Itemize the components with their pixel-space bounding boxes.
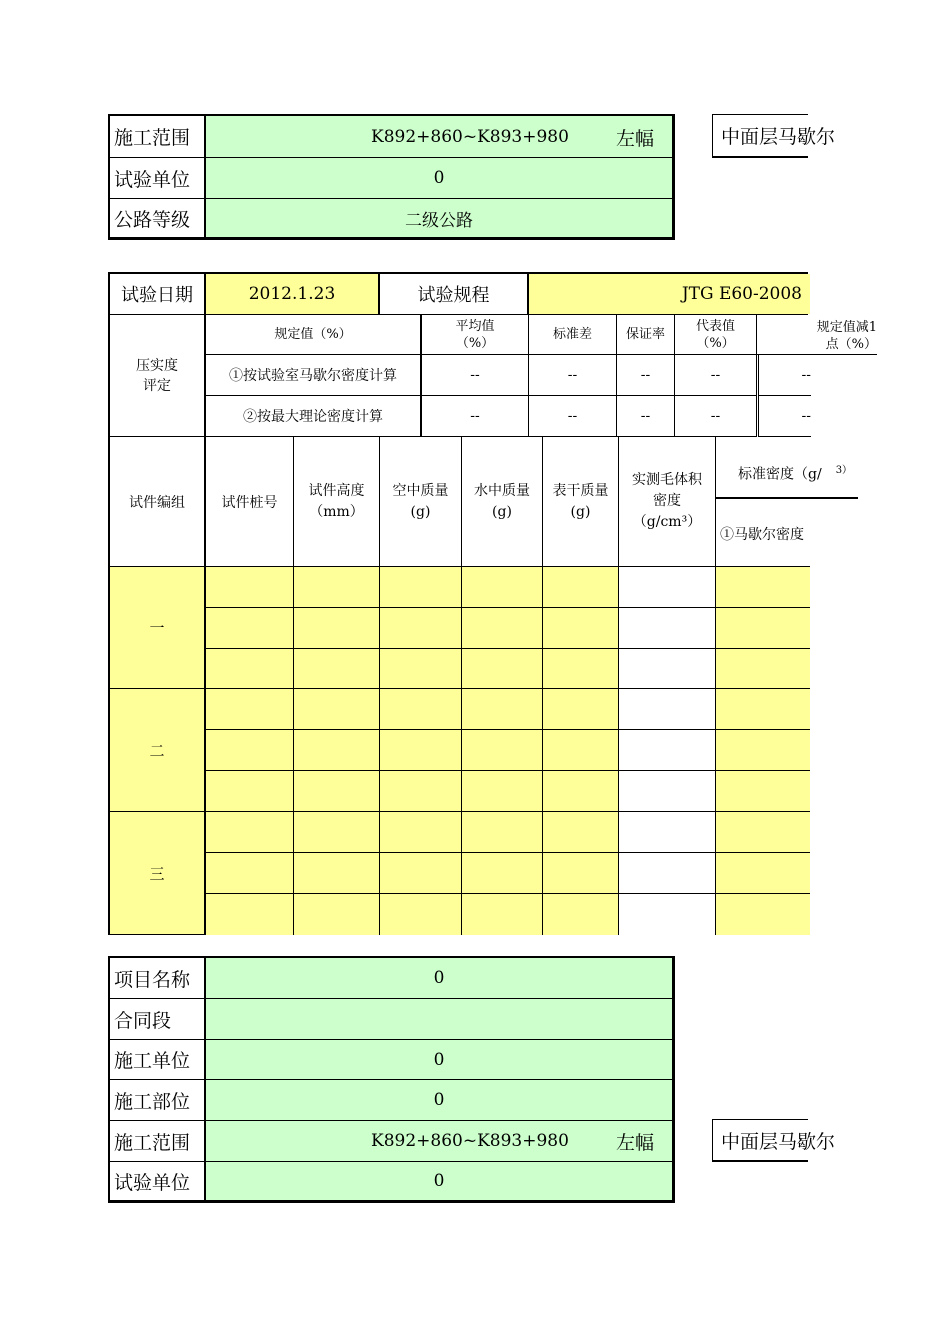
water-mass-header: 水中质量 (g) [462,437,543,567]
specimen-cell[interactable] [619,730,716,771]
specimen-cell[interactable] [462,608,543,649]
construction-range-cell[interactable] [206,1121,672,1162]
specimen-cell[interactable] [543,730,619,771]
marshall-density-header: ①马歇尔密度 [716,499,810,567]
test-unit-label: 试验单位 [110,158,206,199]
group-header: 试件编组 [110,437,206,567]
specimen-cell[interactable] [543,608,619,649]
specimen-cell[interactable] [380,567,462,608]
guarantee-rate-header: 保证率 [617,315,675,355]
specimen-cell[interactable] [206,567,294,608]
specimen-cell[interactable] [619,608,716,649]
specimen-cell[interactable] [543,567,619,608]
bulk-density-header: 实测毛体积 密度 （g/cm³） [619,437,716,567]
std-density-text: 标准密度（g/ [738,466,822,483]
specimen-cell[interactable] [294,894,380,935]
group-cell: 一 [110,567,206,689]
spec-value-header: 规定值（%） [206,315,422,355]
method-max-theoretical: ②按最大理论密度计算 [206,396,422,437]
project-name-value[interactable]: 0 [206,958,672,999]
specimen-cell[interactable] [462,730,543,771]
std-dev-header: 标准差 [529,315,617,355]
std-value: -- [529,355,617,396]
test-unit-value[interactable]: 0 [206,158,672,199]
specimen-cell[interactable] [462,853,543,894]
project-name-label: 项目名称 [110,958,206,999]
specimen-cell[interactable] [619,853,716,894]
specimen-cell[interactable] [543,812,619,853]
construction-range-value: K892+860~K893+980 [371,1131,569,1151]
specimen-cell[interactable] [716,853,810,894]
avg-value: -- [422,396,529,437]
specimen-cell[interactable] [380,689,462,730]
specimen-cell[interactable] [380,608,462,649]
builder-label: 施工单位 [110,1040,206,1080]
specimen-cell[interactable] [380,812,462,853]
test-procedure-value[interactable]: JTG E60-2008 [529,274,810,314]
specimen-cell[interactable] [716,567,810,608]
specimen-cell[interactable] [294,771,380,812]
specimen-cell[interactable] [716,771,810,812]
height-header: 试件高度 （mm） [294,437,380,567]
specimen-cell[interactable] [462,812,543,853]
specimen-cell[interactable] [619,649,716,689]
specimen-cell[interactable] [543,853,619,894]
compaction-label: 压实度 评定 [110,315,206,437]
std-value: -- [529,396,617,437]
avg-value: -- [422,355,529,396]
specimen-cell[interactable] [380,894,462,935]
specimen-cell[interactable] [206,649,294,689]
side-title-bottom: 中面层马歇尔 [712,1119,808,1162]
test-date-value[interactable]: 2012.1.23 [206,274,380,314]
specimen-cell[interactable] [294,853,380,894]
specimen-cell[interactable] [543,894,619,935]
construction-range-value: K892+860~K893+980 [371,127,569,147]
specimen-cell[interactable] [619,771,716,812]
specimen-cell[interactable] [543,649,619,689]
specimen-cell[interactable] [619,894,716,935]
specimen-cell[interactable] [380,730,462,771]
specimen-cell[interactable] [206,689,294,730]
specimen-cell[interactable] [294,689,380,730]
spec-minus-one-header: 规定值减1 点（%） [757,315,877,355]
std-density-header [716,437,858,499]
guarantee-value: -- [617,396,675,437]
rep-value: -- [675,355,757,396]
specimen-cell[interactable] [716,894,810,935]
bottom-info-block [108,956,675,1203]
specimen-grid [108,567,808,935]
specimen-cell[interactable] [462,894,543,935]
test-unit-label: 试验单位 [110,1162,206,1200]
road-grade-label: 公路等级 [110,199,206,237]
builder-value[interactable]: 0 [206,1040,672,1080]
construction-range-label: 施工范围 [110,1121,206,1162]
specimen-cell[interactable] [543,771,619,812]
specimen-cell[interactable] [294,649,380,689]
rep-value: -- [675,396,757,437]
test-procedure-label: 试验规程 [380,274,529,314]
specimen-cell[interactable] [619,689,716,730]
construction-part-value[interactable]: 0 [206,1080,672,1121]
method-lab-marshall: ①按试验室马歇尔密度计算 [206,355,422,396]
guarantee-value: -- [617,355,675,396]
specimen-cell[interactable] [462,689,543,730]
specimen-cell[interactable] [206,730,294,771]
construction-side-value: 左幅 [616,1132,655,1154]
specimen-cell[interactable] [294,608,380,649]
specimen-cell[interactable] [294,567,380,608]
construction-range-label: 施工范围 [110,116,206,158]
contract-section-value[interactable] [206,999,672,1040]
specimen-cell[interactable] [716,812,810,853]
specimen-cell[interactable] [380,853,462,894]
top-info-block [108,114,675,240]
compaction-section [108,315,877,437]
specimen-cell[interactable] [462,649,543,689]
minus-value: -- [758,396,811,437]
ssd-mass-header: 表干质量 (g) [543,437,619,567]
std-density-unit-sup: 3） [835,465,853,476]
specimen-cell[interactable] [380,771,462,812]
specimen-cell[interactable] [716,689,810,730]
test-date-row [108,272,808,315]
specimen-cell[interactable] [206,853,294,894]
road-grade-value[interactable]: 二级公路 [206,199,672,237]
specimen-cell[interactable] [716,608,810,649]
group-cell: 三 [110,812,206,935]
specimen-cell[interactable] [294,730,380,771]
minus-value: -- [758,355,811,396]
specimen-cell[interactable] [716,730,810,771]
test-date-label: 试验日期 [110,274,206,314]
specimen-cell[interactable] [462,771,543,812]
specimen-cell[interactable] [206,608,294,649]
representative-value-header: 代表值 （%） [675,315,757,355]
specimen-cell[interactable] [619,812,716,853]
specimen-cell[interactable] [619,567,716,608]
specimen-cell[interactable] [543,689,619,730]
specimen-cell[interactable] [294,812,380,853]
side-title-top: 中面层马歇尔 [712,114,808,158]
test-unit-value[interactable]: 0 [206,1162,672,1200]
specimen-cell[interactable] [206,894,294,935]
specimen-header [108,437,853,567]
specimen-cell[interactable] [380,649,462,689]
station-header: 试件桩号 [206,437,294,567]
specimen-cell[interactable] [716,649,810,689]
specimen-cell[interactable] [462,567,543,608]
group-cell: 二 [110,689,206,812]
construction-part-label: 施工部位 [110,1080,206,1121]
avg-header: 平均值 （%） [422,315,529,355]
contract-section-label: 合同段 [110,999,206,1040]
air-mass-header: 空中质量 (g) [380,437,462,567]
specimen-cell[interactable] [206,771,294,812]
specimen-cell[interactable] [206,812,294,853]
construction-side-value: 左幅 [616,128,655,150]
construction-range-cell[interactable] [206,116,672,158]
